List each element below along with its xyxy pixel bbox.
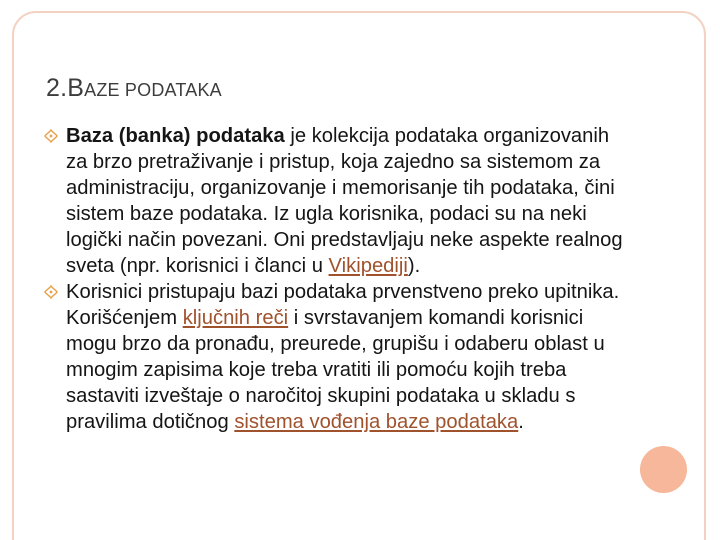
slide-title [46,74,646,110]
title-rest: AZE PODATAKA [84,80,222,100]
link-sistema-vodjenja-baze-podataka[interactable]: sistema vođenja baze podataka [234,411,519,433]
bullet-item [46,123,631,279]
bullet-text-middle: i svrstavanjem komandi korisnici mogu brzo da pronađu, preurede, grupišu i odaberu oblast u mnogim zapisima koje treba vratiti ili pomoću kojih treba sastaviti izveštaje o naročitoj skupini podataka u skladu s pravilima dotičnog [66,307,605,433]
leaf-bullet-icon [44,129,58,143]
bullet-text-end: ). [407,255,421,277]
content-body [46,123,631,435]
bullet-text: je kolekcija podataka organizovanih za brzo pretraživanje i pristup, koja zajedno sa sistemom za administraciju, organizovanje i memorisanje tih podataka, čini sistem baze podataka. Iz ugla korisnika, podaci su na neki logički način povezani. Oni predstavljaju neke aspekte realnog sveta (npr. korisnici i članci u [66,125,623,277]
title-number: 2. [46,74,68,102]
decorative-circle [640,446,687,493]
link-vikipediji[interactable]: Vikipediji [328,255,408,277]
bullet-text-end: . [518,411,524,433]
bullet-text: Korisnici pristupaju bazi podataka prvenstveno preko upitnika. Korišćenjem [66,281,620,329]
bullet-bold-term: Baza (banka) podataka [66,125,285,147]
bullet-item [46,279,631,435]
title-initial: B [67,74,85,102]
link-kljucnih-reci[interactable]: ključnih reči [182,307,289,329]
leaf-bullet-icon [44,285,58,299]
